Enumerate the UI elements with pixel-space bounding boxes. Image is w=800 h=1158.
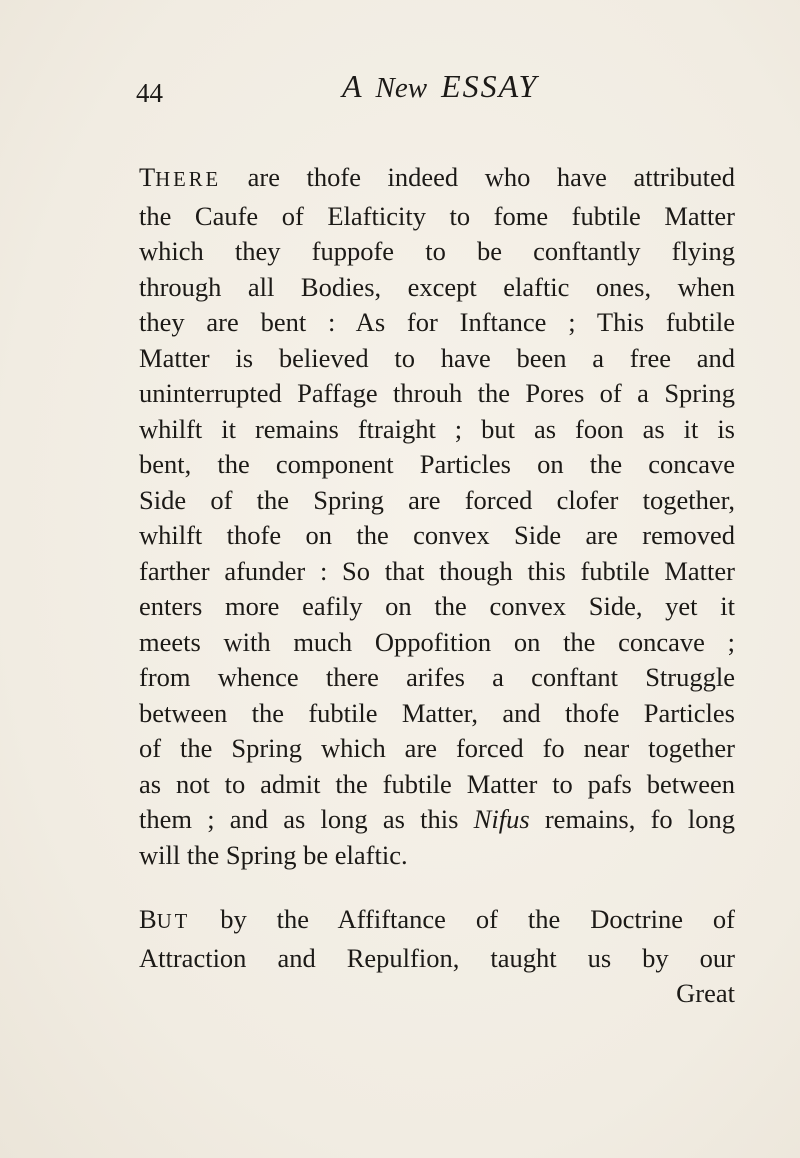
text-line: Side of the Spring are forced clofer together,: [139, 484, 735, 515]
running-head-essay: ESSAY: [441, 68, 539, 104]
text-line: meets with much Oppofition on the concave ;: [139, 626, 735, 657]
text-line: they are bent : As for Inftance ; This fubtile: [139, 307, 735, 337]
running-head-article: A: [342, 68, 364, 104]
text-line: whilft it remains ftraight ; but as foon as it is: [139, 413, 735, 444]
text-line: will the Spring be elaftic.: [139, 839, 408, 870]
text-line: uninterrupted Paffage throuh the Pores of a Spring: [139, 378, 735, 408]
text-line: from whence there arifes a conftant Struggle: [139, 662, 735, 692]
text-line: whilft thofe on the convex Side are removed: [139, 520, 735, 550]
page-header: [0, 62, 800, 112]
text-line: between the fubtile Matter, and thofe Particles: [139, 697, 735, 728]
text-line: Matter is believed to have been a free and: [139, 342, 735, 373]
text-line: the Caufe of Elafticity to fome fubtile Matter: [139, 200, 735, 231]
body-text: [139, 160, 735, 1012]
running-head-new: New: [375, 72, 428, 104]
text-line: enters more eafily on the convex Side, yet it: [139, 591, 735, 621]
running-head: [342, 68, 538, 105]
text-line: bent, the component Particles on the concave: [139, 449, 735, 479]
text-line: BUT by the Affiftance of the Doctrine of: [139, 904, 735, 934]
text-line: them ; and as long as this Nifus remains, fo long: [139, 804, 735, 834]
text-line: which they fuppofe to be conftantly flying: [139, 236, 735, 266]
text-line: THERE are thofe indeed who have attributed: [139, 162, 735, 192]
paragraph-1: [139, 160, 735, 873]
text-line: of the Spring which are forced fo near together: [139, 733, 735, 763]
catchword: Great: [676, 978, 735, 1008]
text-line: farther afunder : So that though this fubtile Matter: [139, 555, 735, 586]
text-line: through all Bodies, except elaftic ones, when: [139, 271, 735, 302]
page-number: 44: [136, 78, 163, 108]
text-line: as not to admit the fubtile Matter to pafs between: [139, 768, 735, 799]
text-line: Attraction and Repulfion, taught us by our: [139, 942, 735, 973]
paragraph-2: [139, 902, 735, 1012]
